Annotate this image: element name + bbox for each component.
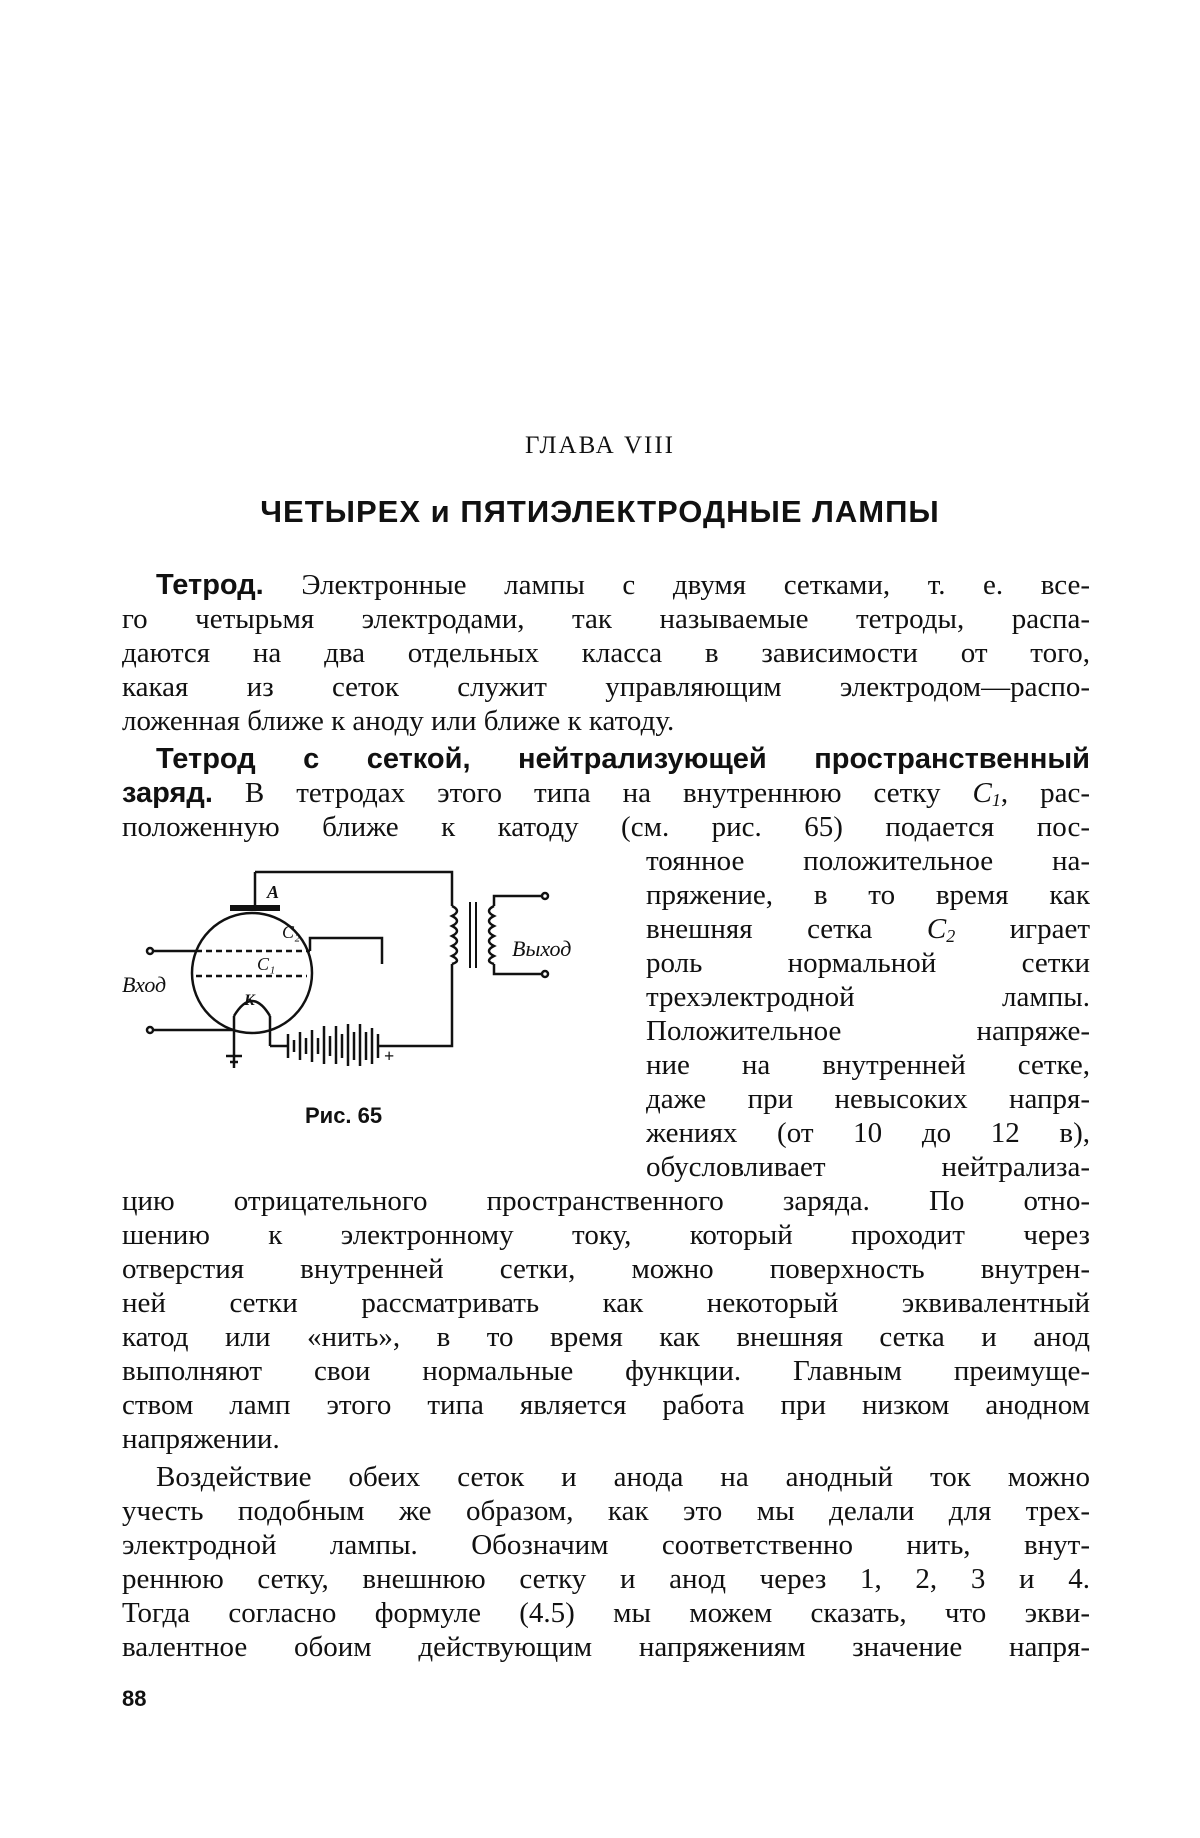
line-text: Электронные лампы с двумя сетками, т. е. все- — [263, 569, 1090, 601]
text-line — [156, 568, 1090, 602]
text-line: тоянное положительное на- — [646, 845, 1090, 877]
line-text: играет — [955, 913, 1090, 945]
text-line: положенную ближе к катоду (см. рис. 65) подается пос- — [122, 811, 1090, 843]
text-line: го четырьмя электродами, так называемые тетроды, распа- — [122, 603, 1090, 635]
text-line: Воздействие обеих сеток и анода на анодный ток можно — [156, 1461, 1090, 1493]
input-terminal-top — [147, 948, 153, 954]
text-line: катод или «нить», в то время как внешняя сетка и анод — [122, 1321, 1090, 1353]
symbol-c2: $C_2$ — [926, 913, 956, 946]
text-line: роль нормальной сетки — [646, 947, 1090, 979]
text-line: учесть подобным же образом, как это мы делали для трех- — [122, 1495, 1090, 1527]
label-plus: + — [384, 1046, 395, 1066]
text-line: Положительное напряже- — [646, 1015, 1090, 1047]
label-cathode: K — [244, 992, 255, 1009]
text-line: шению к электронному току, который проходит через — [122, 1219, 1090, 1251]
output-wire-bottom — [494, 964, 542, 974]
text-line: пряжение, в то время как — [646, 879, 1090, 911]
paragraph-heading: заряд. — [122, 777, 213, 809]
secondary-coil — [489, 906, 494, 964]
page-number: 88 — [122, 1686, 147, 1711]
text-line: жениях (от 10 до 12 в), — [646, 1117, 1090, 1149]
text-line: какая из сеток служит управляющим электродом—распо- — [122, 671, 1090, 703]
text-line: валентное обоим действующим напряжениям значение напря- — [122, 1631, 1090, 1663]
text-line: ложенная ближе к аноду или ближе к катоду. — [122, 705, 675, 737]
output-terminal-top — [542, 893, 548, 899]
circuit-figure — [122, 868, 622, 1098]
figure-caption: Рис. 65 — [305, 1103, 383, 1128]
text-line: ней сетки рассматривать как некоторый эквивалентный — [122, 1287, 1090, 1319]
text-line: трехэлектродной лампы. — [646, 981, 1090, 1013]
text-line: электродной лампы. Обозначим соответственно нить, внут- — [122, 1529, 1090, 1561]
text-line: обусловливает нейтрализа- — [646, 1151, 1090, 1183]
label-input: Вход — [122, 972, 167, 997]
paragraph-heading: Тетрод. — [156, 569, 264, 601]
text-line: реннюю сетку, внешнюю сетку и анод через 1, 2, 3 и 4. — [122, 1563, 1090, 1595]
anode-wire — [255, 872, 452, 906]
grid-c2-wire — [310, 938, 382, 964]
text-line: напряжении. — [122, 1423, 280, 1455]
input-terminal-bottom — [147, 1027, 153, 1033]
line-text: , рас- — [1000, 777, 1090, 809]
text-line: Тетрод с сеткой, нейтрализующей пространственный — [156, 743, 1090, 775]
text-line: даются на два отдельных класса в зависимости от того, — [122, 637, 1090, 669]
chapter-title: ЧЕТЫРЕХ и ПЯТИЭЛЕКТРОДНЫЕ ЛАМПЫ — [260, 494, 940, 529]
text-line: ние на внутренней сетке, — [646, 1049, 1090, 1081]
label-anode: A — [267, 882, 280, 902]
text-line: цию отрицательного пространственного заряда. По отно- — [122, 1185, 1090, 1217]
chapter-label: ГЛАВА VIII — [524, 432, 676, 459]
label-grid-c2: C₂ — [282, 922, 301, 942]
symbol-c1: $C_1$ — [972, 777, 1001, 810]
label-grid-c1: C₁ — [257, 954, 276, 974]
battery-to-coil-wire — [378, 964, 452, 1046]
text-line: Тогда согласно формуле (4.5) мы можем сказать, что экви- — [122, 1597, 1090, 1629]
label-output: Выход — [512, 936, 572, 961]
anode-battery — [288, 1024, 378, 1066]
output-wire-top — [494, 896, 542, 906]
line-text: В тетродах этого типа на внутреннюю сетку — [212, 777, 973, 809]
tetrode-circuit-diagram — [122, 868, 622, 1098]
text-line: даже при невысоких напря- — [646, 1083, 1090, 1115]
text-line: отверстия внутренней сетки, можно поверхность внутрен- — [122, 1253, 1090, 1285]
text-line: выполняют свои нормальные функции. Главным преимуще- — [122, 1355, 1090, 1387]
output-terminal-bottom — [542, 971, 548, 977]
line-text: внешняя сетка — [646, 913, 927, 945]
text-line — [646, 912, 1090, 946]
text-line: ством ламп этого типа является работа при низком анодном — [122, 1389, 1090, 1421]
primary-coil — [452, 906, 457, 964]
text-line — [122, 776, 1090, 810]
